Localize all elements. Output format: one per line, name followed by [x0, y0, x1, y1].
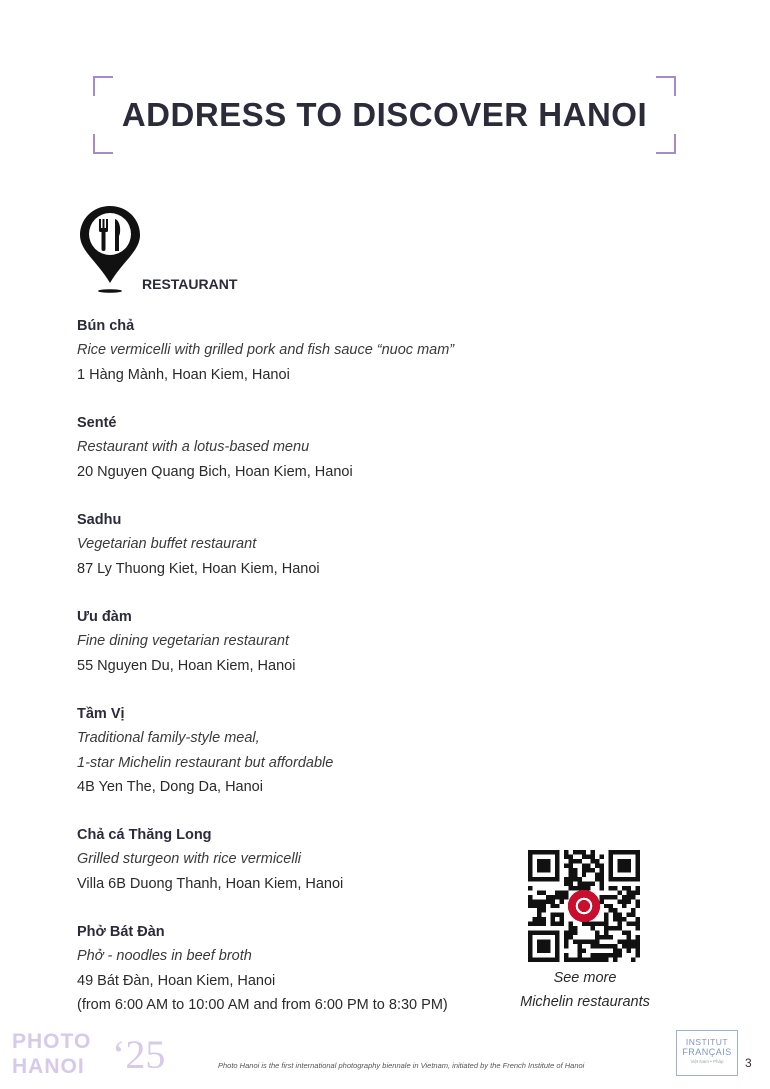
restaurant-pin-icon	[77, 203, 143, 293]
michelin-qr-code[interactable]	[528, 850, 640, 962]
restaurant-description: Phở - noodles in beef broth	[77, 948, 252, 965]
restaurant-address: 55 Nguyen Du, Hoan Kiem, Hanoi	[77, 657, 296, 674]
frame-corner-bottom-left	[93, 134, 113, 154]
title-frame	[93, 76, 676, 154]
restaurant-entry	[77, 605, 295, 678]
institut-francais-logo	[676, 1030, 738, 1076]
photo-hanoi-logo	[12, 1028, 212, 1078]
restaurant-address: 1 Hàng Mành, Hoan Kiem, Hanoi	[77, 366, 290, 383]
restaurant-description: Rice vermicelli with grilled pork and fish sauce “nuoc mam”	[77, 342, 455, 359]
frame-corner-bottom-right	[656, 134, 676, 154]
restaurant-description: 1-star Michelin restaurant but affordable	[77, 754, 334, 771]
restaurant-address: 49 Bát Đàn, Hoan Kiem, Hanoi	[77, 972, 276, 989]
page-number: 3	[745, 1056, 752, 1070]
restaurant-description: Traditional family-style meal,	[77, 730, 260, 747]
restaurant-address: 4B Yen The, Dong Da, Hanoi	[77, 778, 263, 795]
category-label: RESTAURANT	[142, 276, 238, 292]
see-more-line2: Michelin restaurants	[520, 994, 650, 1011]
restaurant-address: Villa 6B Duong Thanh, Hoan Kiem, Hanoi	[77, 875, 344, 892]
restaurant-name: Sadhu	[77, 512, 122, 528]
restaurant-description: Fine dining vegetarian restaurant	[77, 633, 289, 650]
restaurant-entry	[77, 823, 343, 896]
logo-year: ‘25	[112, 1032, 166, 1077]
restaurant-name: Phở Bát Đàn	[77, 924, 165, 940]
restaurant-entry	[77, 920, 448, 1017]
institut-line3: Việt Nam • Pháp	[690, 1059, 724, 1064]
restaurant-address: (from 6:00 AM to 10:00 AM and from 6:00 PM to 8:30 PM)	[77, 996, 448, 1013]
restaurant-address: 87 Ly Thuong Kiet, Hoan Kiem, Hanoi	[77, 560, 320, 577]
restaurant-entry	[77, 411, 353, 484]
frame-corner-top-left	[93, 76, 113, 96]
restaurant-name: Tầm Vị	[77, 706, 125, 722]
restaurant-entry	[77, 314, 454, 387]
restaurant-description: Restaurant with a lotus-based menu	[77, 439, 310, 456]
restaurant-name: Senté	[77, 415, 117, 431]
restaurant-name: Chả cá Thăng Long	[77, 827, 212, 843]
page-title: ADDRESS TO DISCOVER HANOI	[121, 96, 648, 133]
restaurant-description: Grilled sturgeon with rice vermicelli	[77, 851, 302, 868]
logo-line2: HANOI	[12, 1055, 85, 1078]
restaurant-name: Bún chả	[77, 318, 135, 334]
footer-note: Photo Hanoi is the first international photography biennale in Vietnam, initiated by the French Institute of Hanoi	[218, 1061, 585, 1070]
restaurant-entry	[77, 508, 320, 581]
restaurant-description: Vegetarian buffet restaurant	[77, 536, 257, 553]
restaurant-entry	[77, 702, 333, 799]
institut-line1: INSTITUT	[685, 1037, 729, 1047]
institut-line2: FRANÇAIS	[682, 1047, 732, 1057]
logo-line1: PHOTO	[12, 1030, 92, 1053]
see-more-line1: See more	[553, 970, 617, 986]
frame-corner-top-right	[656, 76, 676, 96]
restaurant-name: Ưu đàm	[77, 609, 132, 625]
restaurant-address: 20 Nguyen Quang Bich, Hoan Kiem, Hanoi	[77, 463, 353, 480]
see-more-caption	[505, 966, 665, 1015]
